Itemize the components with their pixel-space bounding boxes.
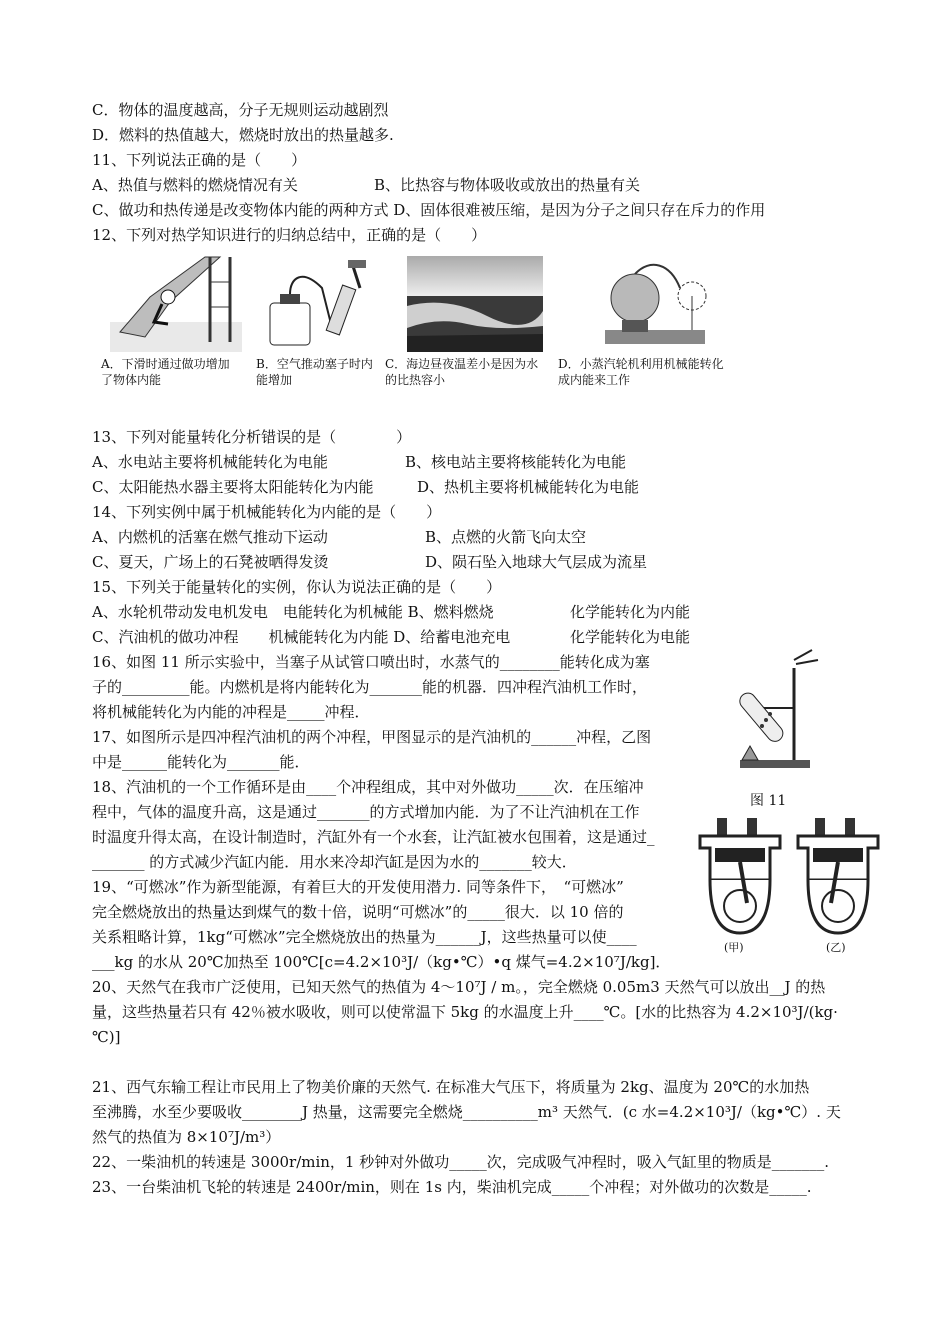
question-16-line3: 将机械能转化为内能的冲程是_____冲程．: [92, 703, 370, 721]
question-16-line1: 16、如图 11 所示实验中，当塞子从试管口喷出时，水蒸气的________能转化成为塞: [92, 653, 650, 671]
question-12: 12、下列对热学知识进行的归纳总结中，正确的是（ ）: [92, 226, 487, 244]
q15-option-d-answer: 化学能转化为电能: [570, 628, 691, 646]
seaside-photo: [407, 256, 543, 352]
engine-jia-figure: [695, 818, 785, 938]
question-18-line4: _______ 的方式减少汽缸内能．用水来冷却汽缸是因为水的_______较大．: [92, 853, 577, 871]
option-d-q10: D．燃料的热值越大，燃烧时放出的热量越多.: [92, 126, 394, 144]
question-11: 11、下列说法正确的是（ ）: [92, 151, 307, 169]
q11-option-b: B、比热容与物体吸收或放出的热量有关: [374, 176, 641, 194]
question-21-line2: 至沸腾，水至少要吸收________J 热量，这需要完全燃烧__________m³ 天然气．(c 水=4.2×10³J/（kg•℃）. 天: [92, 1103, 841, 1121]
slide-figure: [110, 252, 242, 352]
q13-option-b: B、核电站主要将核能转化为电能: [405, 453, 627, 471]
engine-yi-label: (乙): [826, 941, 846, 954]
q13-option-a: A、水电站主要将机械能转化为电能: [92, 453, 328, 471]
question-19-line3: 关系粗略计算，1kg“可燃冰”完全燃烧放出的热量为______J，这些热量可以使____: [92, 928, 637, 946]
caption-c: C．海边昼夜温差小是因为水的比热容小: [385, 357, 539, 387]
question-21-line1: 21、西气东输工程让市民用上了物美价廉的天然气. 在标准大气压下，将质量为 2kg、温度为 20℃的水加热: [92, 1078, 810, 1096]
caption-d: D．小蒸汽轮机利用机械能转化成内能来工作: [558, 357, 724, 387]
q14-option-c: C、夏天，广场上的石凳被晒得发烫: [92, 553, 329, 571]
figure-11-label: 图 11: [750, 793, 787, 809]
question-17-line2: 中是______能转化为_______能．: [92, 753, 310, 771]
caption-b: B．空气推动塞子时内能增加: [256, 357, 373, 387]
question-20-line1: 20、天然气在我市广泛使用，已知天然气的热值为 4～10⁷J / m。，完全燃烧 0.05m3 天然气可以放出__J 的热: [92, 978, 826, 996]
figure-11-test-tube: [732, 648, 822, 776]
q14-option-a: A、内燃机的活塞在燃气推动下运动: [92, 528, 328, 546]
question-19-line2: 完全燃烧放出的热量达到煤气的数十倍，说明“可燃冰”的_____很大．以 10 倍的: [92, 903, 624, 921]
question-19-line1: 19、“可燃冰”作为新型能源，有着巨大的开发使用潜力. 同等条件下， “可燃冰”: [92, 878, 624, 896]
engine-jia-label: (甲): [724, 941, 744, 954]
question-18-line3: 时温度升得太高，在设计制造时，汽缸外有一个水套，让汽缸被水包围着，这是通过_: [92, 828, 655, 846]
question-22: 22、一柴油机的转速是 3000r/min，1 秒钟对外做功_____次，完成吸气冲程时，吸入气缸里的物质是_______.: [92, 1153, 830, 1171]
q15-options-cd: C、汽油机的做功冲程 机械能转化为内能 D、给蓄电池充电: [92, 628, 511, 646]
air-pushes-stopper-figure: [262, 258, 380, 350]
question-14: 14、下列实例中属于机械能转化为内能的是（ ）: [92, 503, 442, 521]
engine-yi-figure: [793, 818, 883, 938]
q11-options-cd: C、做功和热传递是改变物体内能的两种方式 D、固体很难被压缩，是因为分子之间只存在斥力的作用: [92, 201, 766, 219]
question-13: 13、下列对能量转化分析错误的是（ ）: [92, 428, 412, 446]
q14-option-d: D、陨石坠入地球大气层成为流星: [425, 553, 648, 571]
question-18-line2: 程中，气体的温度升高，这是通过_______的方式增加内能．为了不让汽油机在工作: [92, 803, 640, 821]
caption-a: A．下滑时通过做功增加了物体内能: [101, 357, 230, 387]
steam-turbine-figure: [600, 258, 718, 348]
option-c-q10: C．物体的温度越高，分子无规则运动越剧烈: [92, 101, 389, 119]
question-15: 15、下列关于能量转化的实例，你认为说法正确的是（ ）: [92, 578, 502, 596]
question-21-line3: 然气的热值为 8×10⁷J/m³）: [92, 1128, 281, 1146]
q11-option-a: A、热值与燃料的燃烧情况有关: [92, 176, 298, 194]
question-20-line2: 量，这些热量若只有 42％被水吸收，则可以使常温下 5kg 的水温度上升____℃。[水的比热容为 4.2×10³J/(kg·: [92, 1003, 838, 1021]
question-23: 23、一台柴油机飞轮的转速是 2400r/min，则在 1s 内，柴油机完成_____个冲程；对外做功的次数是_____.: [92, 1178, 812, 1196]
q15-option-b-answer: 化学能转化为内能: [570, 603, 691, 621]
question-18-line1: 18、汽油机的一个工作循环是由____个冲程组成，其中对外做功_____次．在压缩冲: [92, 778, 644, 796]
q13-option-d: D、热机主要将机械能转化为电能: [417, 478, 640, 496]
q13-option-c: C、太阳能热水器主要将太阳能转化为内能: [92, 478, 374, 496]
question-16-line2: 子的_________能。内燃机是将内能转化为_______能的机器．四冲程汽油机工作时，: [92, 678, 648, 696]
question-19-line4: ___kg 的水从 20℃加热至 100℃[c=4.2×10³J/（kg•℃）•q 煤气=4.2×10⁷J/kg]．: [92, 953, 671, 971]
question-17-line1: 17、如图所示是四冲程汽油机的两个冲程，甲图显示的是汽油机的______冲程，乙图: [92, 728, 652, 746]
question-20-line3: ℃)]: [92, 1028, 121, 1046]
q15-options-ab: A、水轮机带动发电机发电 电能转化为机械能 B、燃料燃烧: [92, 603, 494, 621]
q14-option-b: B、点燃的火箭飞向太空: [425, 528, 587, 546]
